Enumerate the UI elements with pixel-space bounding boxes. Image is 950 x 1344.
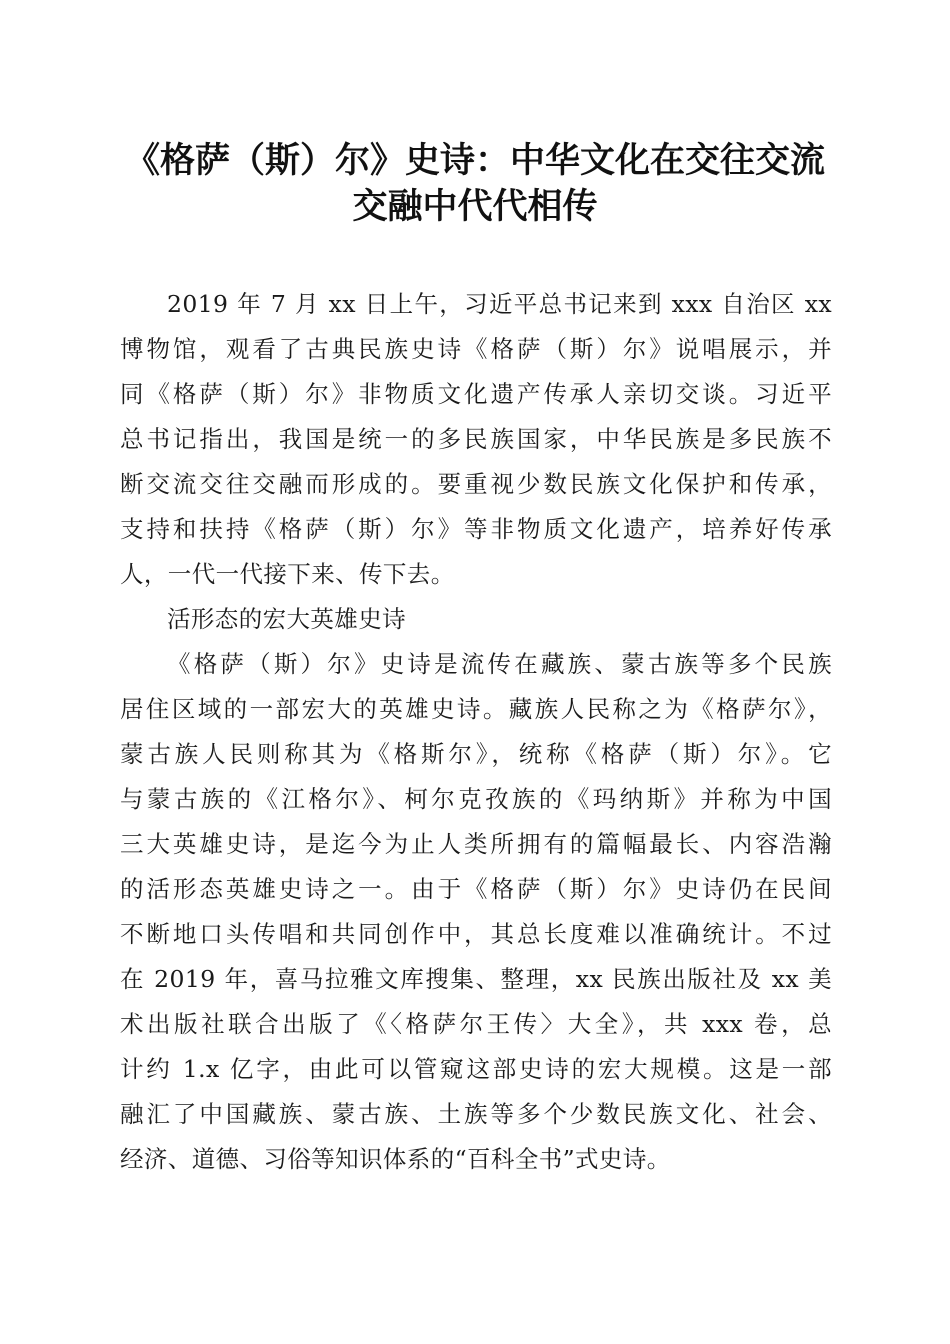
paragraph-line: 同《格萨（斯）尔》非物质文化遗产传承人亲切交谈。习近平 [120,380,832,408]
paragraph-line: 居住区域的一部宏大的英雄史诗。藏族人民称之为《格萨尔》， [120,695,832,723]
document-title-line-2: 交融中代代相传 [352,187,598,227]
paragraph-line: 博物馆，观看了古典民族史诗《格萨（斯）尔》说唱展示，并 [120,335,832,363]
document-title-line-1: 《格萨（斯）尔》史诗：中华文化在交往交流 [124,141,825,181]
paragraph-line: 总书记指出，我国是统一的多民族国家，中华民族是多民族不 [120,425,832,453]
paragraph-line: 《格萨（斯）尔》史诗是流传在藏族、蒙古族等多个民族 [167,650,832,678]
paragraph-line: 断交流交往交融而形成的。要重视少数民族文化保护和传承， [120,470,832,498]
paragraph-line: 人，一代一代接下来、传下去。 [120,560,455,588]
paragraph-line: 经济、道德、习俗等知识体系的“百科全书”式史诗。 [120,1145,671,1173]
paragraph-line: 与蒙古族的《江格尔》、柯尔克孜族的《玛纳斯》并称为中国 [120,785,832,813]
paragraph-2 [120,642,832,1182]
paragraph-line: 三大英雄史诗，是迄今为止人类所拥有的篇幅最长、内容浩瀚 [120,830,832,858]
document-body [120,282,832,1182]
paragraph-line: 在 2019 年，喜马拉雅文库搜集、整理，xx 民族出版社及 xx 美 [120,965,832,993]
paragraph-line: 计约 1.x 亿字，由此可以管窥这部史诗的宏大规模。这是一部 [120,1055,832,1083]
paragraph-line: 2019 年 7 月 xx 日上午，习近平总书记来到 xxx 自治区 xx [167,290,832,318]
paragraph-line: 不断地口头传唱和共同创作中，其总长度难以准确统计。不过 [120,920,832,948]
paragraph-line: 融汇了中国藏族、蒙古族、土族等多个少数民族文化、社会、 [120,1100,832,1128]
paragraph-1 [120,282,832,597]
paragraph-line: 术出版社联合出版了《〈格萨尔王传〉大全》，共 xxx 卷，总 [120,1010,832,1038]
paragraph-line: 蒙古族人民则称其为《格斯尔》，统称《格萨（斯）尔》。它 [120,740,832,768]
paragraph-line: 的活形态英雄史诗之一。由于《格萨（斯）尔》史诗仍在民间 [120,875,832,903]
section-heading: 活形态的宏大英雄史诗 [167,605,406,633]
paragraph-line: 支持和扶持《格萨（斯）尔》等非物质文化遗产，培养好传承 [120,515,832,543]
